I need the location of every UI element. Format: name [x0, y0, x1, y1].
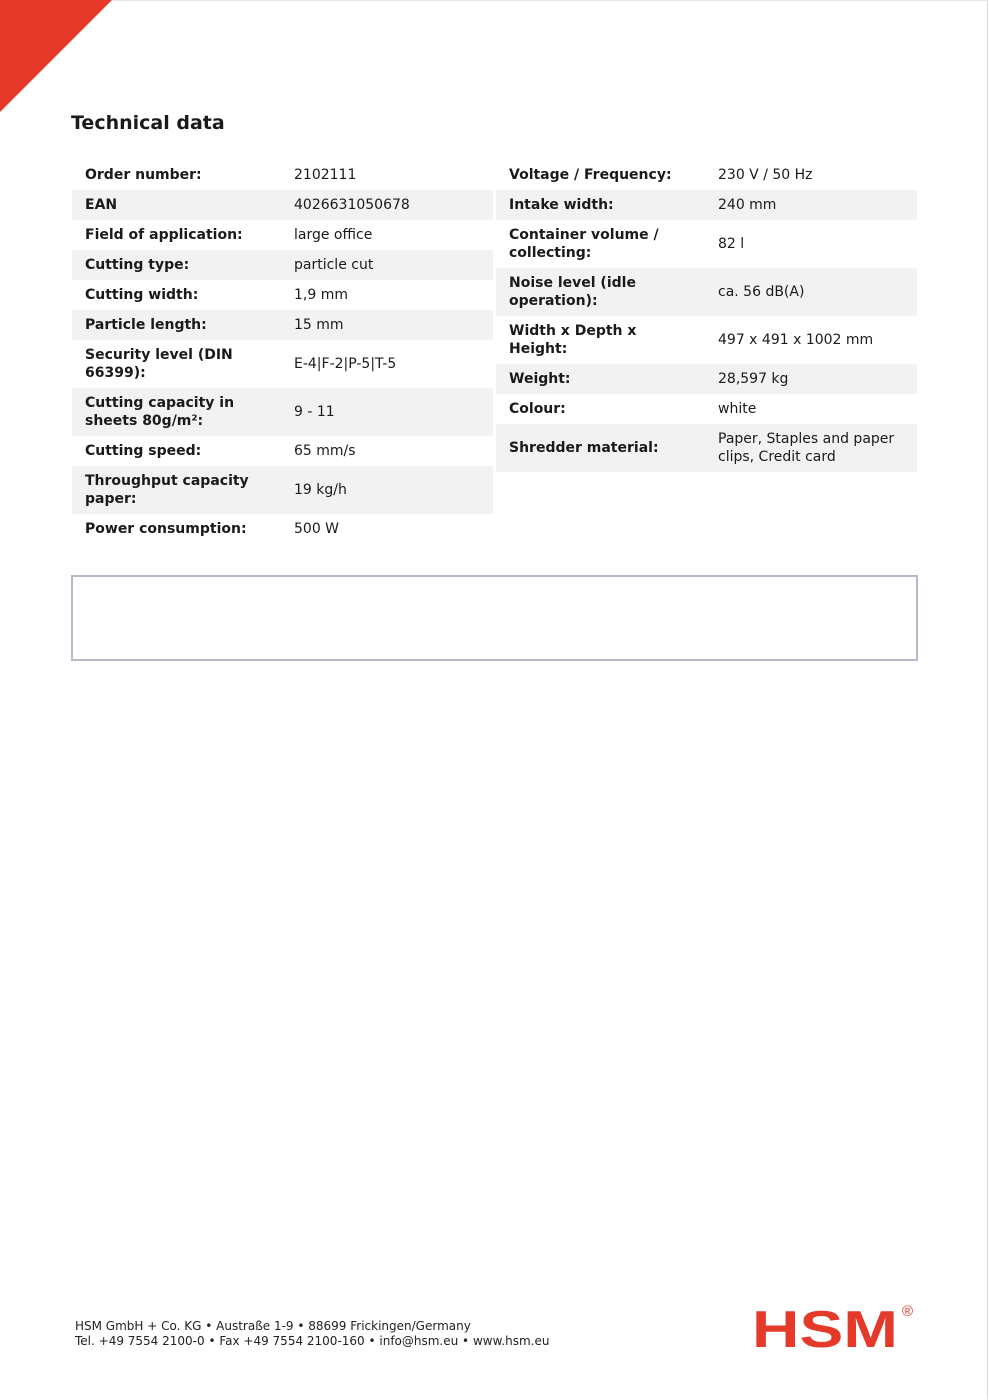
row-label: Throughput capacity paper:	[72, 466, 282, 514]
row-value: large office	[294, 227, 373, 243]
row-label: EAN	[72, 190, 282, 220]
tech-data-table-left	[72, 160, 493, 544]
row-label: Security level (DIN 66399):	[85, 347, 233, 381]
row-label: Shredder material:	[496, 424, 706, 472]
table-row	[496, 394, 917, 424]
row-value: particle cut	[282, 250, 493, 280]
row-label: Intake width:	[496, 190, 706, 220]
row-label: Field of application:	[85, 227, 243, 243]
row-label: Container volume / collecting:	[509, 227, 659, 261]
row-label: Power consumption:	[85, 521, 247, 537]
row-label: Cutting speed:	[85, 443, 202, 459]
footer-line-contact: Tel. +49 7554 2100-0 • Fax +49 7554 2100-160 • info@hsm.eu • www.hsm.eu	[75, 1334, 550, 1348]
row-value: 82 l	[718, 236, 745, 252]
table-row	[72, 340, 493, 388]
table-row	[72, 436, 493, 466]
corner-accent	[0, 0, 112, 112]
table-row	[72, 514, 493, 544]
table-row	[72, 280, 493, 310]
row-label: Particle length:	[72, 310, 282, 340]
row-label: Order number:	[85, 167, 202, 183]
table-row	[496, 316, 917, 364]
row-value: 15 mm	[282, 310, 493, 340]
row-label: Noise level (idle operation):	[496, 268, 706, 316]
row-value: Paper, Staples and paper clips, Credit card	[706, 424, 917, 472]
row-label: Colour:	[509, 401, 566, 417]
page-title: Technical data	[71, 112, 225, 134]
row-value: 230 V / 50 Hz	[718, 167, 813, 183]
table-row	[72, 310, 493, 340]
hsm-logo	[752, 1300, 917, 1352]
row-value: 4026631050678	[282, 190, 493, 220]
row-value: 1,9 mm	[294, 287, 348, 303]
table-row	[72, 160, 493, 190]
table-row	[72, 388, 493, 436]
row-value: 497 x 491 x 1002 mm	[718, 332, 874, 348]
row-label: Width x Depth x Height:	[509, 323, 637, 357]
table-row	[72, 250, 493, 280]
row-value: 500 W	[294, 521, 340, 537]
table-row	[72, 220, 493, 250]
notes-box	[71, 575, 918, 661]
table-row	[496, 268, 917, 316]
row-value: 240 mm	[706, 190, 917, 220]
row-value: 65 mm/s	[294, 443, 356, 459]
table-row	[72, 190, 493, 220]
row-value: 19 kg/h	[282, 466, 493, 514]
table-row	[496, 364, 917, 394]
row-value: E-4|F-2|P-5|T-5	[294, 356, 397, 372]
table-row	[496, 190, 917, 220]
registered-mark-icon: ®	[902, 1303, 914, 1320]
logo-wordmark: HSM	[752, 1301, 898, 1352]
row-label: Cutting capacity in sheets 80g/m²:	[72, 388, 282, 436]
row-value: ca. 56 dB(A)	[706, 268, 917, 316]
row-value: 28,597 kg	[706, 364, 917, 394]
row-value: 9 - 11	[282, 388, 493, 436]
footer-address	[75, 1319, 549, 1349]
table-row	[496, 160, 917, 190]
row-label: Voltage / Frequency:	[509, 167, 672, 183]
tech-data-table-right	[496, 160, 917, 472]
row-value: white	[718, 401, 757, 417]
row-label: Cutting width:	[85, 287, 199, 303]
footer-line-address: HSM GmbH + Co. KG • Austraße 1-9 • 88699 Frickingen/Germany	[75, 1319, 471, 1333]
table-row	[72, 466, 493, 514]
row-label: Weight:	[496, 364, 706, 394]
table-row	[496, 424, 917, 472]
row-value: 2102111	[294, 167, 357, 183]
row-label: Cutting type:	[72, 250, 282, 280]
table-row	[496, 220, 917, 268]
